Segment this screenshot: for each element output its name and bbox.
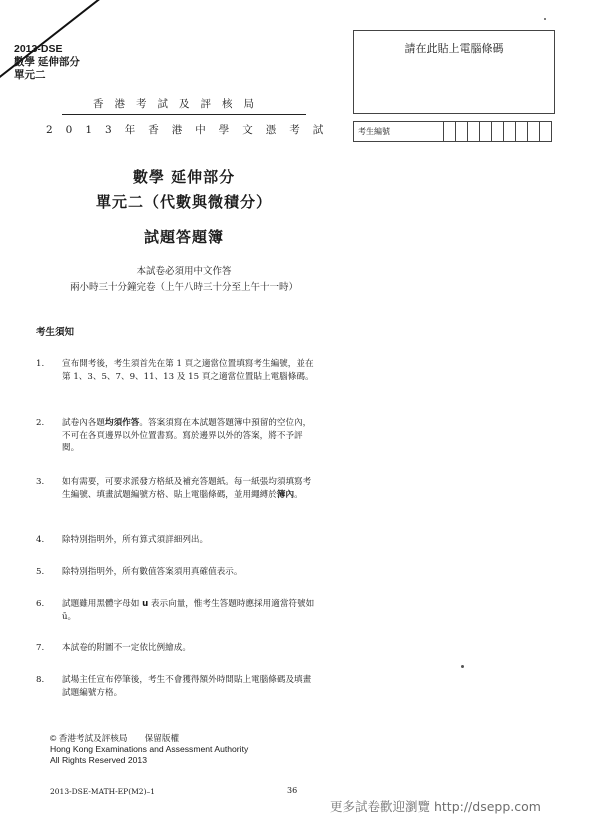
barcode-box (353, 30, 555, 114)
note-text: 本試卷的附圖不一定依比例繪成。 (62, 643, 191, 653)
note-text: 試場主任宣布停筆後，考生不會獲得額外時間貼上電腦條碼及填畫試題編號方格。 (62, 675, 312, 698)
note-number: 2. (36, 418, 45, 428)
note-text: 除特別指明外，所有數值答案須用真確值表示。 (62, 567, 243, 577)
note-item (36, 598, 316, 623)
note-text: 如有需要，可要求派發方格紙及補充答題紙。每一紙張均須填寫考生編號、填畫試題編號方格、貼上電腦條碼，並用繩縛於簿內。 (62, 477, 312, 500)
title-booklet: 試題答題簿 (143, 228, 224, 246)
candidate-number-label: 考生編號 (354, 122, 444, 142)
candidate-number-cell[interactable] (528, 122, 540, 142)
candidate-number-cell[interactable] (492, 122, 504, 142)
note-text: 試卷內各題均須作答。答案須寫在本試題答題簿中預留的空位內，不可在各頁邊界以外位置書寫。寫於邊界以外的答案，將不予評閱。 (62, 418, 312, 453)
copyright-line: © 香港考試及評核局 保留版權 (50, 733, 180, 743)
note-number: 8. (36, 675, 45, 685)
candidate-number-cell[interactable] (468, 122, 480, 142)
candidate-number-cell[interactable] (504, 122, 516, 142)
candidate-number-cell[interactable] (456, 122, 468, 142)
emphasis-text: 簿內 (276, 489, 295, 500)
candidate-number-cell[interactable] (444, 122, 456, 142)
header-block (14, 43, 80, 82)
note-item (36, 674, 316, 699)
note-number: 5. (36, 567, 45, 577)
module-label: 單元二 (14, 69, 46, 81)
subject-line: 數學 延伸部分 (14, 56, 80, 68)
title-block (34, 166, 334, 247)
language-instruction: 本試卷必須用中文作答 (136, 266, 232, 277)
copyright-block (50, 733, 248, 766)
candidate-number-cell[interactable] (480, 122, 492, 142)
copyright-line: Hong Kong Examinations and Assessment Authority (50, 744, 249, 754)
barcode-label: 請在此貼上電腦條碼 (404, 42, 504, 55)
page-number: 36 (287, 786, 298, 795)
scan-speck (544, 18, 546, 20)
candidate-number-table (353, 121, 552, 142)
note-item (36, 566, 316, 579)
paper-code: 2013-DSE-MATH-EP(M2)–1 (50, 787, 156, 796)
note-number: 6. (36, 599, 45, 609)
title-module: 單元二（代數與微積分） (95, 193, 272, 211)
note-number: 3. (36, 477, 45, 487)
note-item (36, 642, 316, 655)
emphasis-text: 均須作答 (104, 418, 140, 428)
authority-name: 香港考試及評核局 (93, 98, 265, 110)
candidate-number-cell[interactable] (540, 122, 552, 142)
note-item (36, 417, 316, 455)
scan-speck (461, 665, 464, 668)
title-subject: 數學 延伸部分 (132, 168, 236, 186)
note-text: 宣布開考後，考生須首先在第 1 頁之適當位置填寫考生編號，並在第 1、3、5、7、9、11、13 及 15 頁之適當位置貼上電腦條碼。 (62, 359, 314, 382)
header-rule (62, 114, 306, 115)
note-number: 1. (36, 359, 45, 369)
instruction-block (34, 263, 334, 293)
note-number: 4. (36, 535, 45, 545)
vector-symbol: u (142, 599, 149, 609)
exam-name: 2013年香港中學文憑考試 (46, 124, 337, 136)
watermark-text: 更多試卷歡迎瀏覽 http://dsepp.com (330, 799, 541, 814)
note-item (36, 476, 316, 501)
note-text: 除特別指明外，所有算式須詳細列出。 (62, 535, 209, 545)
note-text: 試題雖用黑體字母如 u 表示向量，惟考生答題時應採用適當符號如 ū。 (62, 599, 315, 622)
note-item (36, 534, 316, 547)
note-item (36, 358, 316, 383)
notes-heading: 考生須知 (36, 327, 75, 338)
copyright-line: All Rights Reserved 2013 (50, 755, 147, 765)
exam-code: 2013-DSE (14, 43, 63, 55)
duration-instruction: 兩小時三十分鐘完卷（上午八時三十分至上午十一時） (69, 282, 298, 293)
candidate-number-cell[interactable] (516, 122, 528, 142)
note-number: 7. (36, 643, 45, 653)
